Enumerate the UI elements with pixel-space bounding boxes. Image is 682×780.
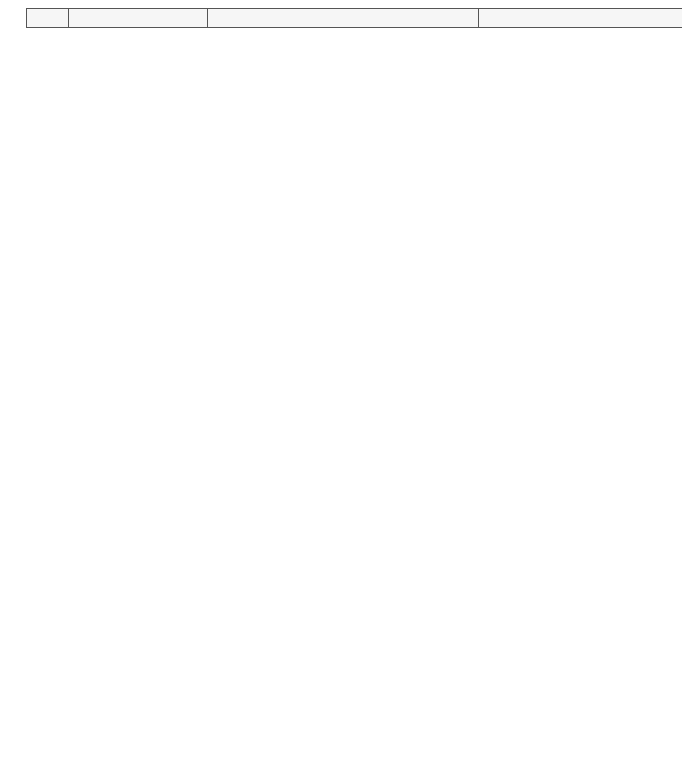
header-job[interactable] bbox=[69, 9, 208, 28]
header-seq[interactable] bbox=[27, 9, 69, 28]
header-row bbox=[27, 9, 682, 28]
column-letter-bar bbox=[26, 0, 682, 8]
header-industry[interactable] bbox=[479, 9, 682, 28]
exam-table bbox=[26, 8, 682, 28]
header-position[interactable] bbox=[208, 9, 479, 28]
